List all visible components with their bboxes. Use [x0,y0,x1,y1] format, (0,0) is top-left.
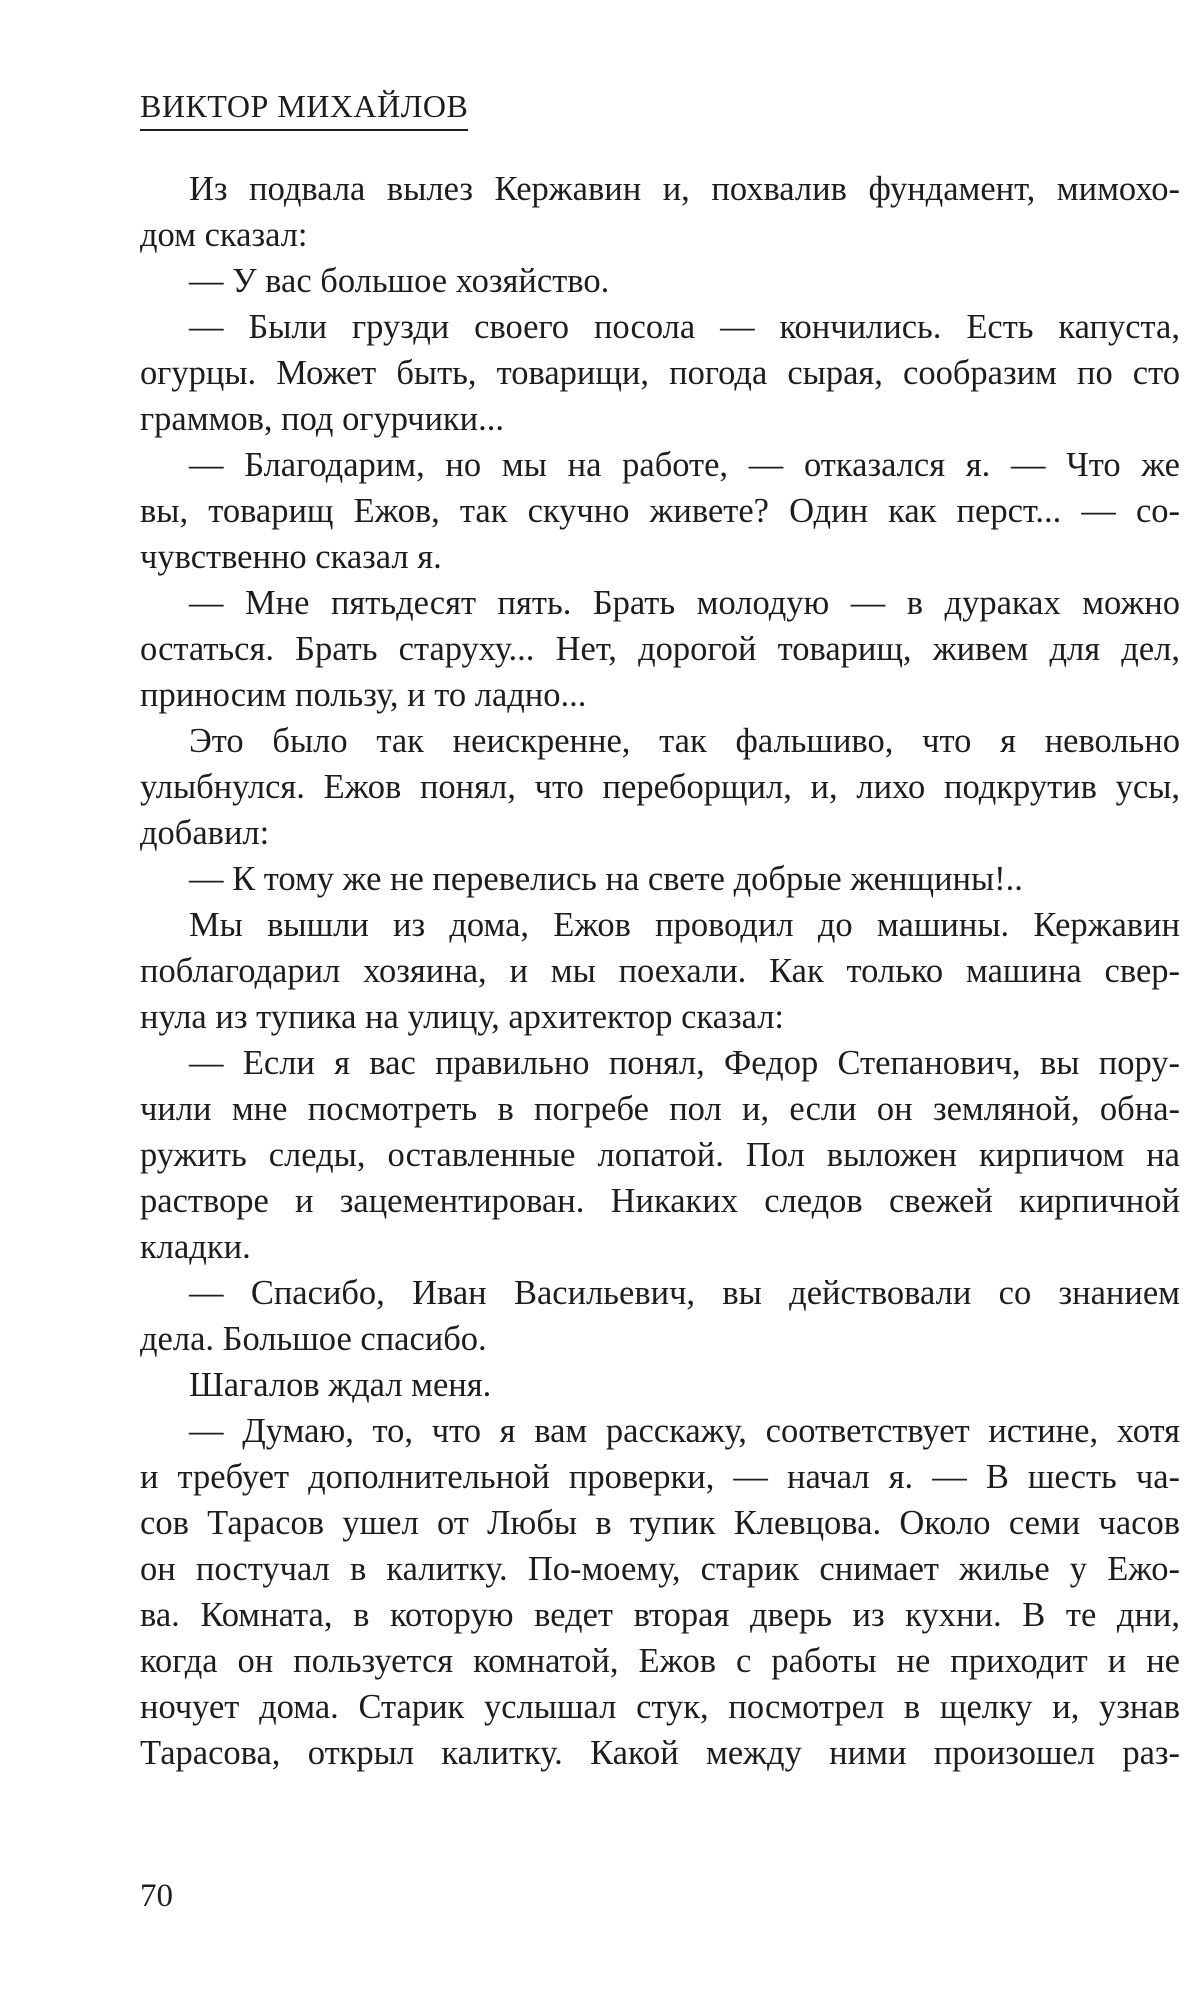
text-line: приносим пользу, и то ладно... [140,676,587,714]
text-line: он постучал в калитку. По-моему, старик снимает жилье у Ежо- [140,1550,1180,1588]
text-line: Из подвала вылез Кержавин и, похвалив фундамент, мимохо- [189,170,1180,208]
text-line: Тарасова, открыл калитку. Какой между ними произошел раз- [140,1734,1180,1772]
text-line: кладки. [140,1228,251,1266]
text-line: — Если я вас правильно понял, Федор Степанович, вы пору- [189,1044,1180,1082]
page-number: 70 [140,1878,173,1914]
text-line: — Спасибо, Иван Васильевич, вы действовали со знанием [189,1274,1180,1312]
text-line: граммов, под огурчики... [140,400,505,438]
text-line: — К тому же не перевелись на свете добрые женщины!.. [189,860,1023,898]
text-line: улыбнулся. Ежов понял, что переборщил, и, лихо подкрутив усы, [140,768,1180,806]
text-line: поблагодарил хозяина, и мы поехали. Как только машина свер- [140,952,1180,990]
text-line: ружить следы, оставленные лопатой. Пол выложен кирпичом на [140,1136,1180,1174]
text-line: ночует дома. Старик услышал стук, посмотрел в щелку и, узнав [140,1688,1180,1726]
text-line: добавил: [140,814,270,852]
text-line: огурцы. Может быть, товарищи, погода сырая, сообразим по сто [140,354,1180,392]
text-line: остаться. Брать старуху... Нет, дорогой товарищ, живем для дел, [140,630,1180,668]
text-line: растворе и зацементирован. Никаких следов свежей кирпичной [140,1182,1180,1220]
text-line: дом сказал: [140,216,308,254]
text-line: — Благодарим, но мы на работе, — отказался я. — Что же [189,446,1180,484]
text-line: — Мне пятьдесят пять. Брать молодую — в дураках можно [189,584,1180,622]
text-line: — Были грузди своего посола — кончились. Есть капуста, [189,308,1180,346]
text-line: сов Тарасов ушел от Любы в тупик Клевцова. Около семи часов [140,1504,1180,1542]
text-line: — Думаю, то, что я вам расскажу, соответствует истине, хотя [189,1412,1180,1450]
text-line: Шагалов ждал меня. [189,1366,492,1404]
text-line: Это было так неискренне, так фальшиво, что я невольно [189,722,1180,760]
text-line: — У вас большое хозяйство. [189,262,610,300]
text-line: и требует дополнительной проверки, — начал я. — В шесть ча- [140,1458,1180,1496]
text-line: вы, товарищ Ежов, так скучно живете? Один как перст... — со- [140,492,1180,530]
text-line: чувственно сказал я. [140,538,442,576]
text-line: нула из тупика на улицу, архитектор сказал: [140,998,784,1036]
text-line: чили мне посмотреть в погребе пол и, если он земляной, обна- [140,1090,1180,1128]
body-text [140,166,1180,1776]
running-head: ВИКТОР МИХАЙЛОВ [140,86,468,131]
text-line: дела. Большое спасибо. [140,1320,487,1358]
text-line: ва. Комната, в которую ведет вторая дверь из кухни. В те дни, [140,1596,1180,1634]
text-line: когда он пользуется комнатой, Ежов с работы не приходит и не [140,1642,1180,1680]
text-line: Мы вышли из дома, Ежов проводил до машины. Кержавин [189,906,1180,944]
